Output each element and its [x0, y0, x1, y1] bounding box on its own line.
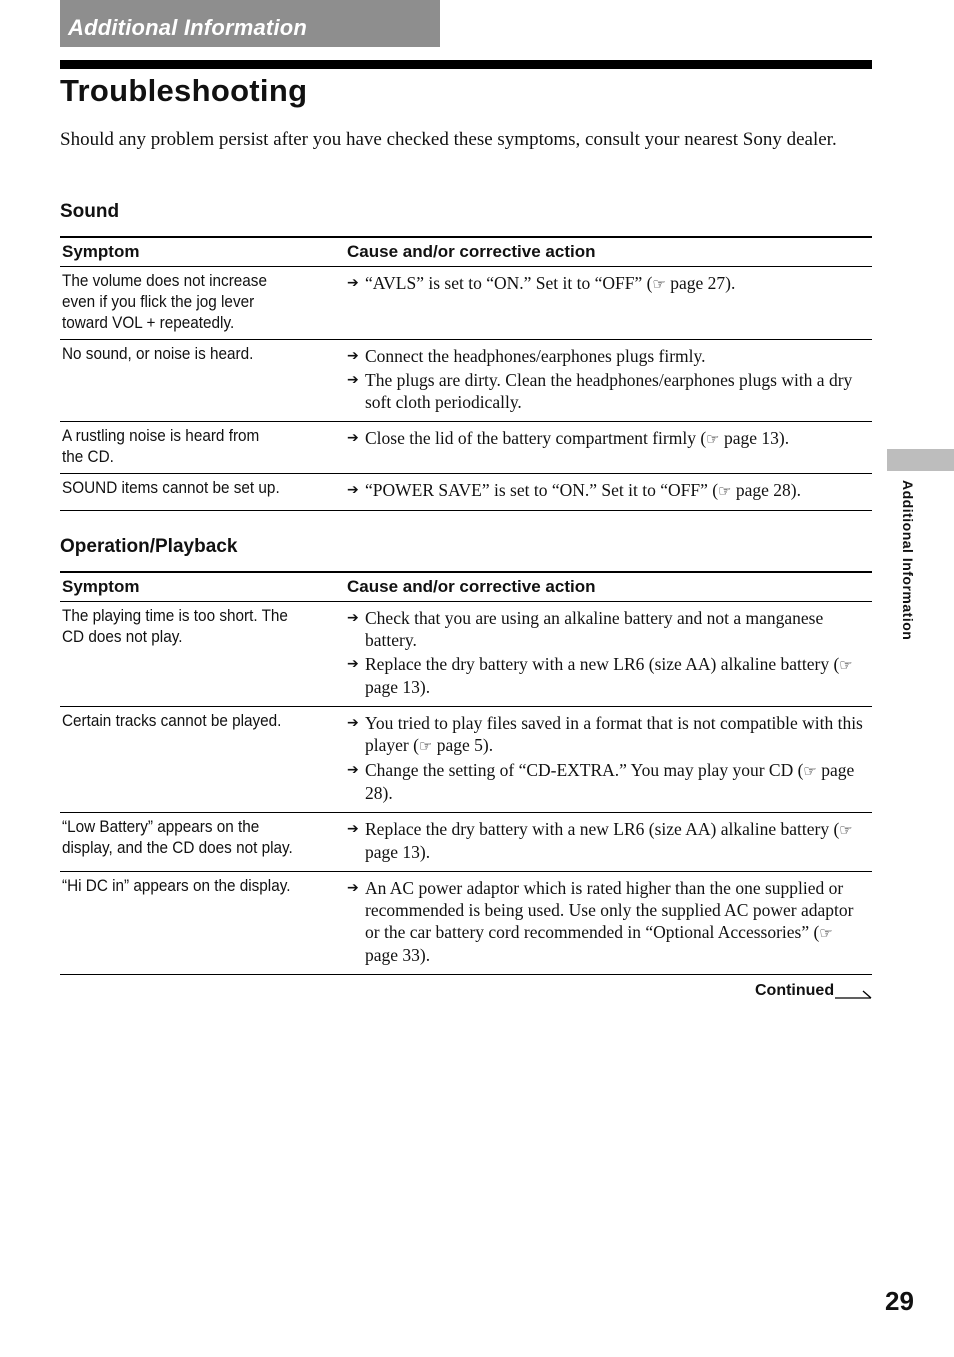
action-item	[347, 653, 870, 698]
action-cell	[340, 872, 872, 975]
page-reference-hand-icon: ☞	[718, 482, 732, 500]
symptom-text: SOUND items cannot be set up.	[62, 478, 280, 497]
table-header-row	[60, 572, 872, 602]
action-text: The plugs are dirty. Clean the headphones/earphones plugs with a dry soft cloth periodically.	[365, 370, 853, 412]
operation-table	[60, 571, 872, 975]
symptom-cell	[60, 872, 340, 975]
page-reference: page 28).	[735, 480, 802, 500]
table-header-row	[60, 237, 872, 267]
symptom-column-header: Symptom	[60, 237, 340, 267]
symptom-text: No sound, or noise is heard.	[62, 344, 254, 363]
operation-heading: Operation/Playback	[60, 536, 238, 557]
arrow-right-icon: ➔	[347, 880, 359, 896]
symptom-cell	[60, 422, 340, 474]
action-cell	[340, 474, 872, 511]
sound-table	[60, 236, 872, 511]
page-reference: page 5).	[436, 735, 494, 755]
action-item	[347, 272, 870, 295]
arrow-right-icon: ➔	[347, 656, 359, 672]
action-item	[347, 427, 870, 450]
page-reference-hand-icon: ☞	[839, 821, 853, 839]
arrow-right-icon: ➔	[347, 348, 359, 364]
action-cell	[340, 813, 872, 872]
sound-heading: Sound	[60, 201, 120, 222]
symptom-cell	[60, 602, 340, 707]
continued-arrow-icon	[835, 989, 873, 1001]
cause-column-header: Cause and/or corrective action	[340, 572, 872, 602]
action-item	[347, 712, 870, 757]
arrow-right-icon: ➔	[347, 430, 359, 446]
arrow-right-icon: ➔	[347, 821, 359, 837]
symptom-text: A rustling noise is heard from the CD.	[62, 426, 260, 466]
page-reference-hand-icon: ☞	[819, 924, 833, 942]
page-reference: page 33).	[365, 945, 431, 965]
page-number: 29	[885, 1286, 914, 1316]
page-reference: page 13).	[365, 677, 431, 697]
page-title: Troubleshooting	[60, 73, 308, 108]
action-item	[347, 759, 870, 804]
symptom-cell	[60, 707, 340, 813]
table-row	[60, 340, 872, 422]
symptom-text: “Hi DC in” appears on the display.	[62, 876, 291, 895]
action-text: An AC power adaptor which is rated higher than the one supplied or recommended is being used. Use only the supplied AC power adaptor or the car battery cord recommended in “Optional Accessories” (	[365, 878, 854, 942]
symptom-text: “Low Battery” appears on the display, and the CD does not play.	[62, 817, 293, 857]
action-text: Change the setting of “CD-EXTRA.” You may play your CD (	[365, 760, 804, 780]
action-item	[347, 877, 870, 966]
action-text: You tried to play files saved in a format that is not compatible with this player (	[365, 713, 863, 755]
continued-label: Continued	[755, 982, 835, 999]
symptom-column-header: Symptom	[60, 572, 340, 602]
section-header-label: Additional Information	[68, 15, 308, 40]
action-item	[347, 607, 870, 651]
symptom-text: The playing time is too short. The CD does not play.	[62, 606, 288, 646]
arrow-right-icon: ➔	[347, 610, 359, 626]
symptom-text: Certain tracks cannot be played.	[62, 711, 282, 730]
side-section-label: Additional Information	[900, 480, 916, 641]
cause-column-header: Cause and/or corrective action	[340, 237, 872, 267]
table-row	[60, 813, 872, 872]
table-row	[60, 422, 872, 474]
page-reference: page 13).	[723, 428, 790, 448]
page-reference-hand-icon: ☞	[706, 430, 720, 448]
arrow-right-icon: ➔	[347, 482, 359, 498]
table-row	[60, 267, 872, 340]
page-reference-hand-icon: ☞	[652, 275, 666, 293]
symptom-cell	[60, 340, 340, 422]
title-rule	[60, 60, 872, 69]
arrow-right-icon: ➔	[347, 762, 359, 778]
action-item	[347, 479, 870, 502]
action-text: Replace the dry battery with a new LR6 (size AA) alkaline battery (	[365, 819, 840, 839]
page-reference: page 28).	[365, 760, 855, 803]
arrow-right-icon: ➔	[347, 715, 359, 731]
page-reference-hand-icon: ☞	[418, 737, 433, 755]
symptom-cell	[60, 813, 340, 872]
action-cell	[340, 707, 872, 813]
action-cell	[340, 602, 872, 707]
action-item	[347, 369, 870, 413]
table-row	[60, 872, 872, 975]
action-cell	[340, 422, 872, 474]
action-text: Connect the headphones/earphones plugs firmly.	[365, 346, 706, 366]
table-row	[60, 707, 872, 813]
table-row	[60, 474, 872, 511]
action-cell	[340, 267, 872, 340]
page-reference-hand-icon: ☞	[839, 656, 853, 674]
symptom-text: The volume does not increase even if you flick the jog lever toward VOL + repeatedly.	[62, 271, 267, 332]
section-header-tab	[60, 0, 440, 47]
action-cell	[340, 340, 872, 422]
arrow-right-icon: ➔	[347, 275, 359, 291]
action-text: Check that you are using an alkaline battery and not a manganese battery.	[365, 608, 824, 650]
intro-paragraph: Should any problem persist after you have checked these symptoms, consult your nearest Sony dealer.	[60, 129, 837, 150]
arrow-right-icon: ➔	[347, 372, 359, 388]
page-reference: page 27).	[670, 273, 736, 293]
action-text: Replace the dry battery with a new LR6 (size AA) alkaline battery (	[365, 654, 840, 674]
symptom-cell	[60, 267, 340, 340]
table-row	[60, 602, 872, 707]
page-reference-hand-icon: ☞	[803, 762, 817, 780]
action-item	[347, 818, 870, 863]
side-tab-marker	[887, 449, 954, 471]
page-reference: page 13).	[365, 842, 431, 862]
action-text: “AVLS” is set to “ON.” Set it to “OFF” (	[365, 273, 653, 293]
action-item	[347, 345, 870, 367]
action-text: Close the lid of the battery compartment firmly (	[365, 428, 707, 448]
symptom-cell	[60, 474, 340, 511]
action-text: “POWER SAVE” is set to “ON.” Set it to “OFF” (	[365, 480, 719, 500]
